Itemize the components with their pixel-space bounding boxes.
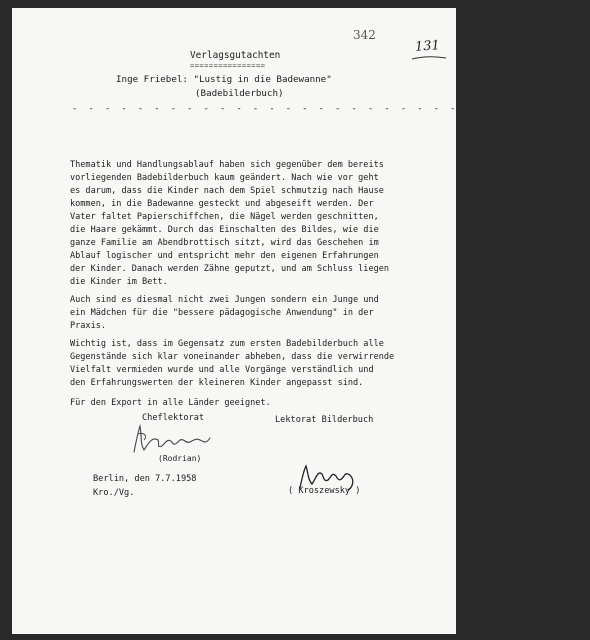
pencil-page-number: 342 — [353, 28, 376, 42]
body-line: Thematik und Handlungsablauf haben sich gegenüber dem bereits — [70, 160, 384, 170]
body-line: Ablauf logischer und entspricht mehr den eigenen Erfahrungen — [70, 251, 379, 261]
body-line: die Kinder im Bett. — [70, 277, 168, 287]
body-line: Auch sind es diesmal nicht zwei Jungen sondern ein Junge und — [70, 295, 379, 305]
book-title-line: Inge Friebel: "Lustig in die Badewanne" — [116, 74, 332, 85]
body-line: es darum, dass die Kinder nach dem Spiel schmutzig nach Hause — [70, 186, 384, 196]
body-line: vorliegenden Badebilderbuch kaum geändert. Nach wie vor geht — [70, 173, 379, 183]
body-line: Vielfalt vermieden wurde und alle Vorgänge verständlich und — [70, 365, 374, 375]
body-line: Wichtig ist, dass im Gegensatz zum ersten Badebilderbuch alle — [70, 339, 384, 349]
book-subtitle-line: (Badebilderbuch) — [195, 88, 284, 99]
body-line: Praxis. — [70, 321, 107, 331]
body-line: die Haare gekämmt. Durch das Einschalten des Bildes, wie die — [70, 225, 379, 235]
title-underline: ================ — [190, 62, 266, 70]
body-line: ein Mädchen für die "bessere pädagogische Anwendung" in der — [70, 308, 374, 318]
body-line: den Erfahrungswerten der kleineren Kinder angepasst sind. — [70, 378, 364, 388]
reference-initials: Kro./Vg. — [93, 488, 135, 498]
signature-left-label: Cheflektorat — [142, 413, 205, 423]
signature-left-handwriting — [130, 422, 212, 458]
signature-left-name: (Rodrian) — [158, 454, 202, 463]
document-title: Verlagsgutachten — [190, 50, 281, 61]
body-line: Für den Export in alle Länder geeignet. — [70, 398, 271, 408]
place-and-date: Berlin, den 7.7.1958 — [93, 474, 197, 484]
body-line: Gegenstände sich klar voneinander abheben, dass die verwirrende — [70, 352, 395, 362]
signature-right-label: Lektorat Bilderbuch — [275, 415, 374, 425]
stamp-page-number: 131 — [414, 38, 441, 55]
body-line: ganze Familie am Abendbrottisch sitzt, wird das Geschehen im — [70, 238, 379, 248]
stamp-number-underline — [410, 54, 450, 62]
document-page — [12, 8, 590, 634]
body-line: kommen, in die Badewanne gesteckt und abgeseift werden. Der — [70, 199, 374, 209]
body-line: Vater faltet Papierschiffchen, die Nägel werden geschnitten, — [70, 212, 379, 222]
separator-line: - - - - - - - - - - - - - - - - - - - - - - - - - - - - - - - - — [72, 104, 590, 114]
body-line: der Kinder. Danach werden Zähne geputzt, und am Schluss liegen — [70, 264, 390, 274]
signature-right-name: ( Kroszewsky ) — [288, 486, 361, 496]
